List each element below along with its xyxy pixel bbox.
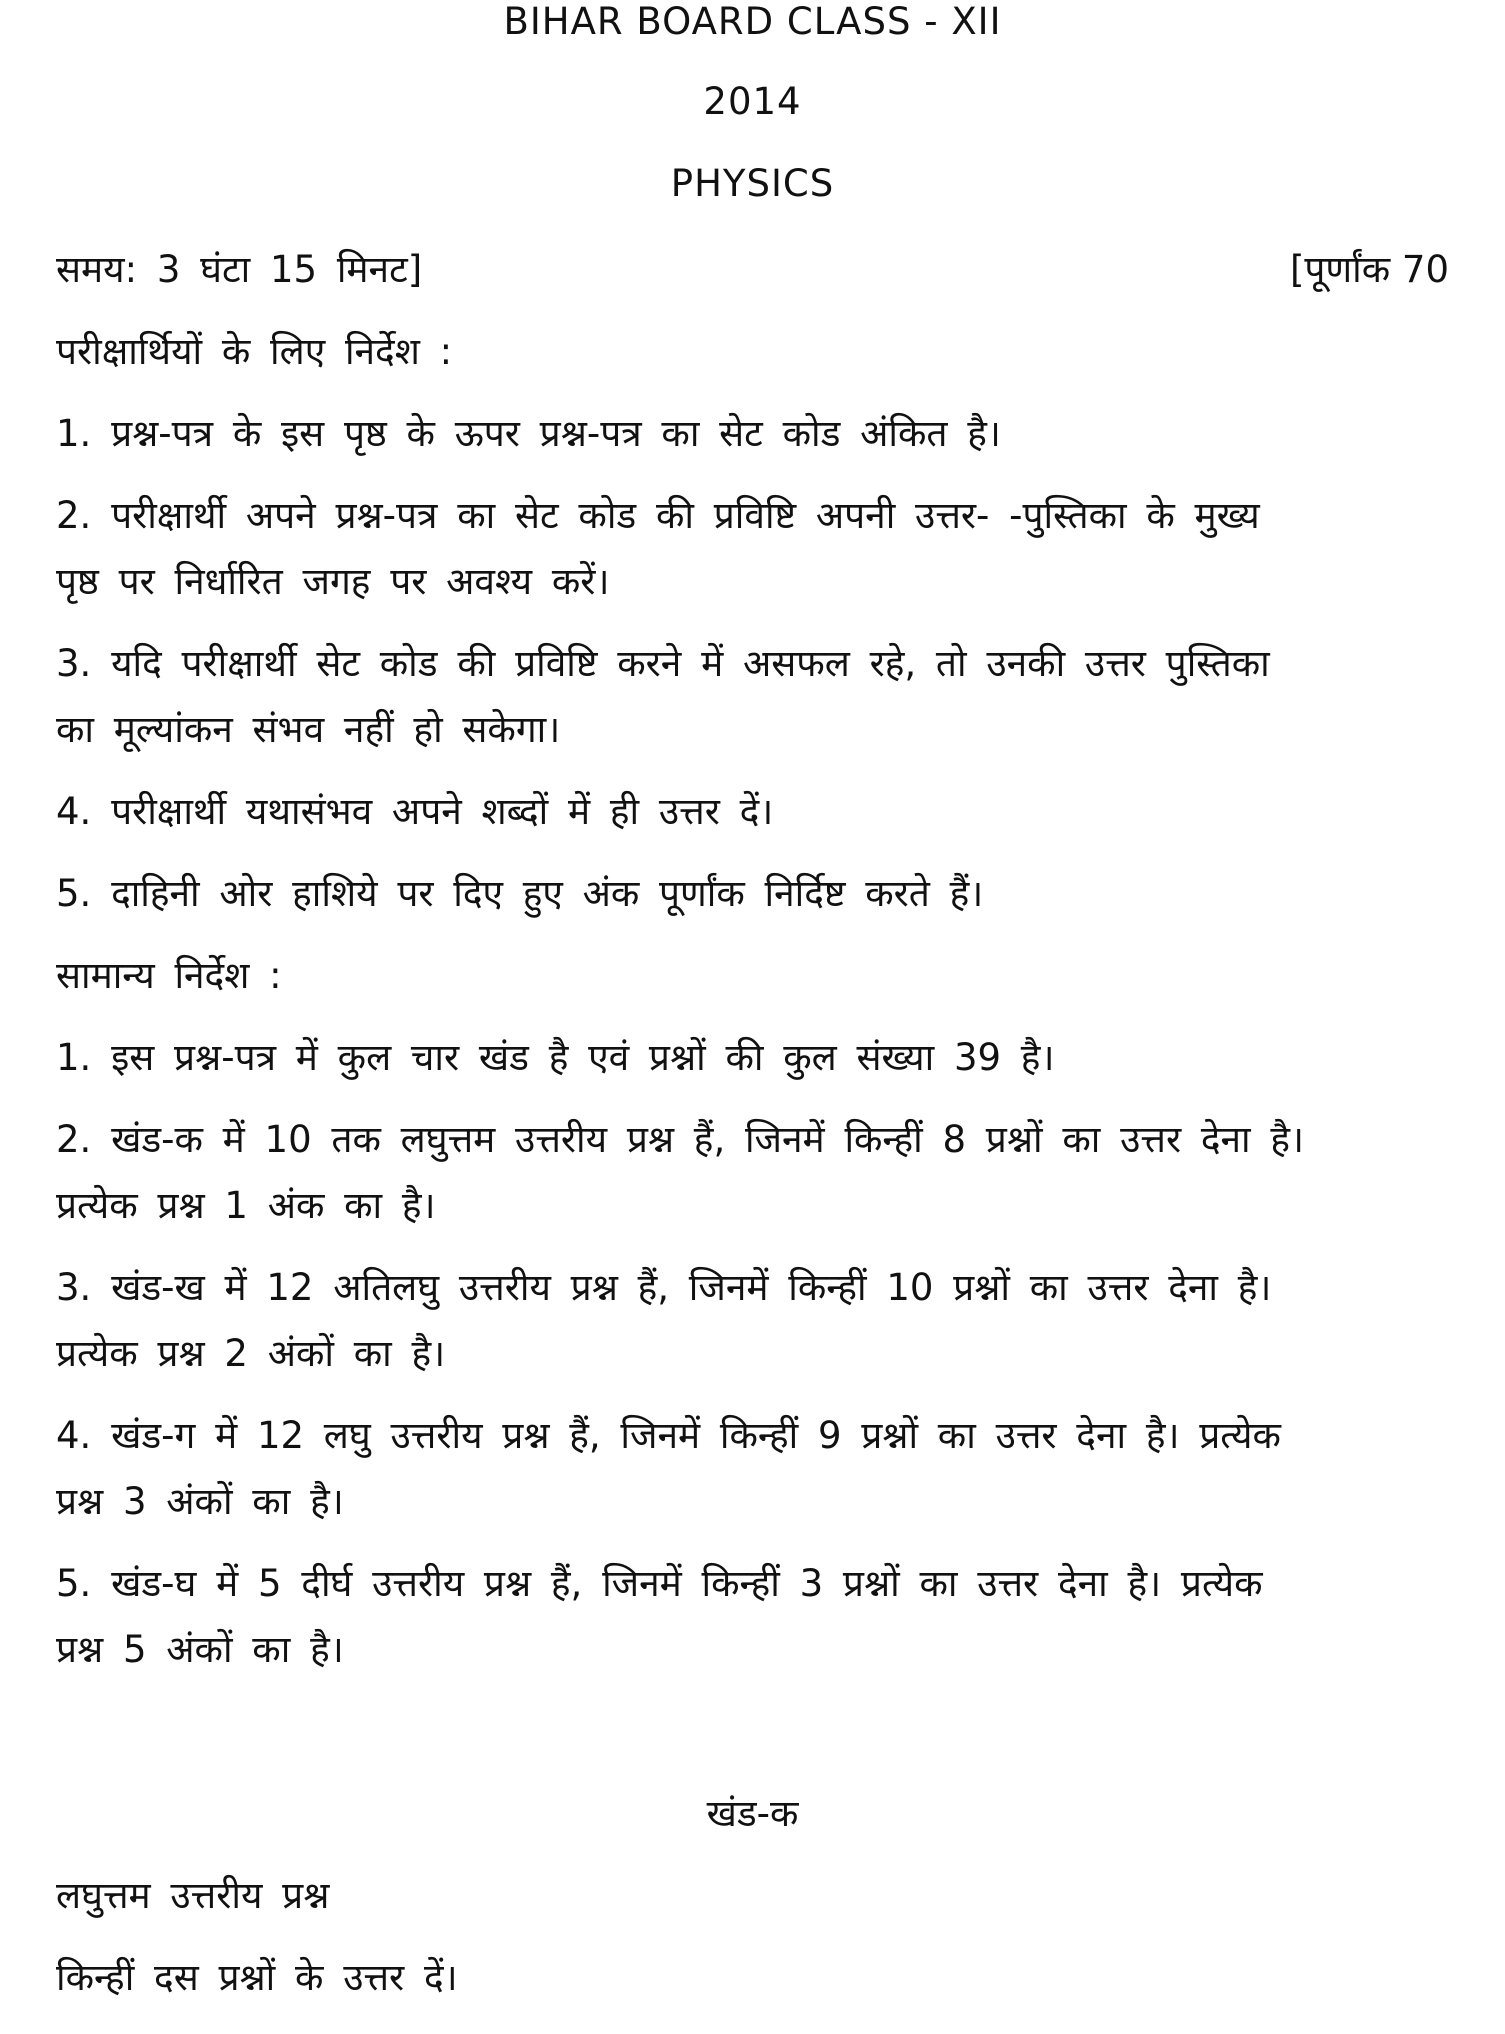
general-instruction-3-cont: प्रत्येक प्रश्न 2 अंकों का है।: [56, 1332, 446, 1375]
general-instruction-4-cont: प्रश्न 3 अंकों का है।: [56, 1480, 344, 1523]
subject-title: PHYSICS: [670, 162, 835, 205]
section-a-subtitle: लघुत्तम उत्तरीय प्रश्न: [56, 1874, 330, 1917]
general-instructions-heading: सामान्य निर्देश :: [56, 954, 282, 997]
time-allowed: समय: 3 घंटा 15 मिनट]: [56, 248, 423, 291]
candidate-instruction-5: 5. दाहिनी ओर हाशिये पर दिए हुए अंक पूर्णांक निर्दिष्ट करते हैं।: [56, 872, 984, 915]
general-instruction-2: 2. खंड-क में 10 तक लघुत्तम उत्तरीय प्रश्न हैं, जिनमें किन्हीं 8 प्रश्नों का उत्तर देना है।: [56, 1118, 1305, 1161]
section-a-instruction: किन्हीं दस प्रश्नों के उत्तर दें।: [56, 1956, 458, 1999]
general-instruction-3: 3. खंड-ख में 12 अतिलघु उत्तरीय प्रश्न हैं, जिनमें किन्हीं 10 प्रश्नों का उत्तर देना है।: [56, 1266, 1272, 1309]
candidate-instruction-2: 2. परीक्षार्थी अपने प्रश्न-पत्र का सेट कोड की प्रविष्टि अपनी उत्तर- -पुस्तिका के मुख्य: [56, 494, 1260, 537]
candidate-instruction-1: 1. प्रश्न-पत्र के इस पृष्ठ के ऊपर प्रश्न-पत्र का सेट कोड अंकित है।: [56, 412, 1001, 455]
section-a-title: खंड-क: [706, 1792, 799, 1835]
candidate-instruction-2-cont: पृष्ठ पर निर्धारित जगह पर अवश्य करें।: [56, 560, 610, 603]
general-instruction-2-cont: प्रत्येक प्रश्न 1 अंक का है।: [56, 1184, 436, 1227]
exam-year: 2014: [703, 80, 802, 123]
full-marks: [पूर्णांक 70: [1289, 248, 1449, 291]
board-title: BIHAR BOARD CLASS - XII: [503, 0, 1002, 43]
general-instruction-5-cont: प्रश्न 5 अंकों का है।: [56, 1628, 344, 1671]
candidate-instruction-3-cont: का मूल्यांकन संभव नहीं हो सकेगा।: [56, 708, 561, 751]
general-instruction-5: 5. खंड-घ में 5 दीर्घ उत्तरीय प्रश्न हैं, जिनमें किन्हीं 3 प्रश्नों का उत्तर देना है। प्रत्येक: [56, 1562, 1263, 1605]
candidate-instruction-4: 4. परीक्षार्थी यथासंभव अपने शब्दों में ही उत्तर दें।: [56, 790, 774, 833]
general-instruction-1: 1. इस प्रश्न-पत्र में कुल चार खंड है एवं प्रश्नों की कुल संख्या 39 है।: [56, 1036, 1055, 1079]
general-instruction-4: 4. खंड-ग में 12 लघु उत्तरीय प्रश्न हैं, जिनमें किन्हीं 9 प्रश्नों का उत्तर देना है। प्रत्येक: [56, 1414, 1281, 1457]
candidate-instruction-3: 3. यदि परीक्षार्थी सेट कोड की प्रविष्टि करने में असफल रहे, तो उनकी उत्तर पुस्तिका: [56, 642, 1270, 685]
candidate-instructions-heading: परीक्षार्थियों के लिए निर्देश :: [56, 330, 453, 373]
